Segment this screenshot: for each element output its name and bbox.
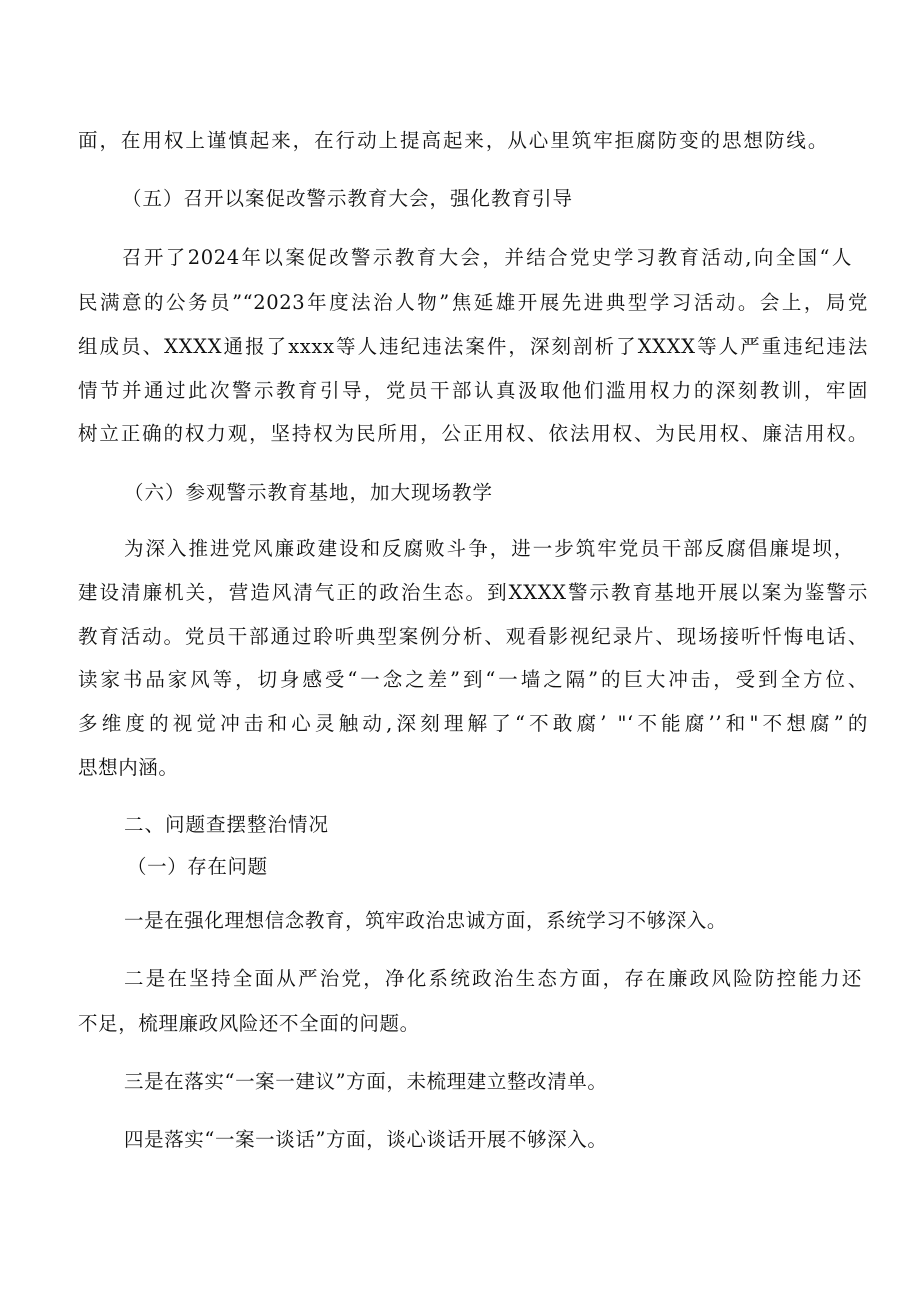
issue-item-3: 三是在落实“一案一建议”方面，未梳理建立整改清单。 — [124, 1070, 608, 1093]
section-heading-5: （五）召开以案促改警示教育大会，强化教育引导 — [122, 187, 574, 210]
paragraph-line: 多维度的视觉冲击和心灵触动,深刻理解了“不敢腐’ "‘不能腐’’和"不想腐”的 — [78, 712, 868, 735]
paragraph-line: 为深入推进党风廉政建设和反腐败斗争，进一步筑牢党员干部反腐倡廉堤坝， — [124, 537, 854, 560]
paragraph-line: 读家书品家风等，切身感受“一念之差”到“一墙之隔”的巨大冲击，受到全方位、 — [78, 668, 868, 691]
paragraph-line: 召开了2024年以案促改警示教育大会，并结合党史学习教育活动,向全国“人 — [122, 246, 852, 269]
paragraph-line: 情节并通过此次警示教育引导，党员干部认真汲取他们滥用权力的深刻教训，牢固 — [78, 379, 868, 402]
paragraph-line: 建设清廉机关，营造风清气正的政治生态。到XXXX警示教育基地开展以案为鉴警示 — [78, 581, 868, 604]
paragraph-line: 民满意的公务员”“2023年度法治人物”焦延雄开展先进典型学习活动。会上，局党 — [78, 291, 868, 314]
paragraph-line: 树立正确的权力观，坚持权为民所用，公正用权、依法用权、为民用权、廉洁用权。 — [78, 422, 868, 445]
chapter-heading-2: 二、问题查摆整治情况 — [124, 813, 330, 836]
issue-item-2: 二是在坚持全面从严治党，净化系统政治生态方面，存在廉政风险防控能力还 — [124, 967, 862, 990]
subsection-heading-1: （一）存在问题 — [127, 855, 268, 878]
issue-item-4: 四是落实“一案一谈话”方面，谈心谈话开展不够深入。 — [124, 1128, 608, 1151]
section-heading-6: （六）参观警示教育基地，加大现场教学 — [124, 481, 494, 504]
issue-item-1: 一是在强化理想信念教育，筑牢政治忠诚方面，系统学习不够深入。 — [124, 909, 728, 932]
paragraph-line: 思想内涵。 — [78, 756, 179, 779]
paragraph-line: 组成员、XXXX通报了xxxx等人违纪违法案件，深刻剖析了XXXX等人严重违纪违法 — [78, 335, 868, 358]
paragraph-line: 教育活动。党员干部通过聆听典型案例分析、观看影视纪录片、现场接听忏悔电话、 — [78, 625, 868, 648]
paragraph-line: 不足，梳理廉政风险还不全面的问题。 — [78, 1012, 420, 1035]
paragraph-line: 面，在用权上谨慎起来，在行动上提高起来，从心里筑牢拒腐防变的思想防线。 — [78, 129, 828, 152]
